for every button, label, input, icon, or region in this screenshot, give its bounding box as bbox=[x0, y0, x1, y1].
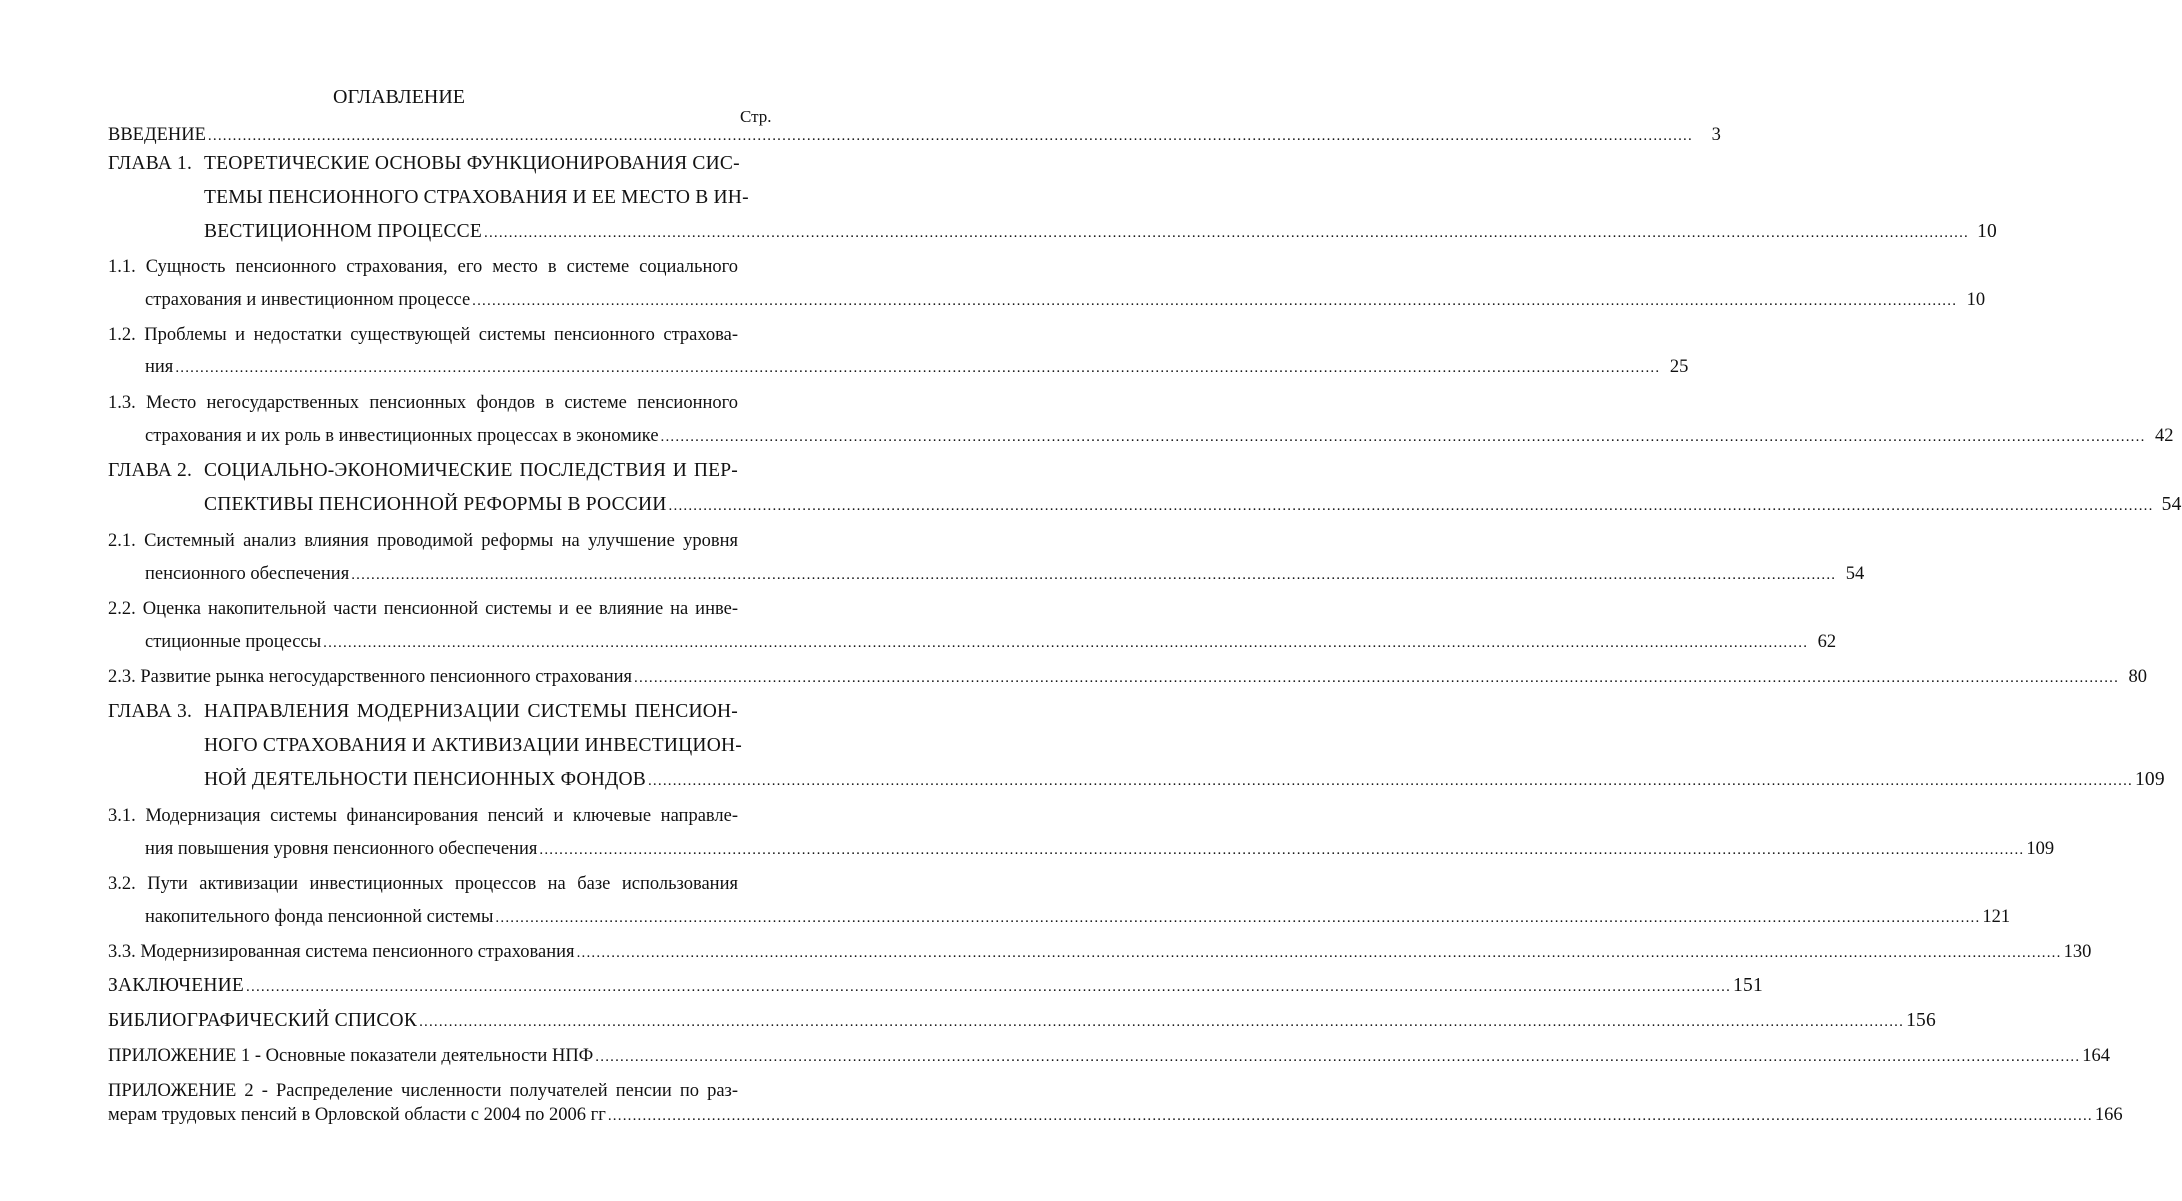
dot-leader: ............................................................................................................................................................................................................................................................................................................ bbox=[668, 498, 2154, 514]
chapter-title-line: СОЦИАЛЬНО-ЭКОНОМИЧЕСКИЕ ПОСЛЕДСТВИЯ И ПЕР- bbox=[204, 460, 738, 481]
toc-page-number: 121 bbox=[1982, 907, 2011, 927]
dot-leader: ............................................................................................................................................................................................................................................................................................................ bbox=[246, 979, 1732, 995]
toc-entry-text: ВЕСТИЦИОННОМ ПРОЦЕССЕ bbox=[204, 221, 482, 242]
dot-leader: ............................................................................................................................................................................................................................................................................................................ bbox=[207, 128, 1693, 144]
toc-entry-section-1-3[interactable] bbox=[145, 425, 2174, 448]
section-title-line: 3.2. Пути активизации инвестиционных процессов на базе использования bbox=[108, 874, 738, 894]
section-title-line: 1.1. Сущность пенсионного страхования, его место в системе социального bbox=[108, 257, 738, 277]
toc-entry-section-2-3[interactable] bbox=[108, 666, 2148, 689]
dot-leader: ............................................................................................................................................................................................................................................................................................................ bbox=[484, 225, 1969, 241]
toc-entry-text: ЗАКЛЮЧЕНИЕ bbox=[108, 975, 245, 996]
toc-page-number: 62 bbox=[1817, 632, 1837, 652]
toc-entry-text: пенсионного обеспечения bbox=[145, 564, 350, 584]
dot-leader: ............................................................................................................................................................................................................................................................................................................ bbox=[634, 670, 2120, 686]
toc-entry-chapter-3[interactable] bbox=[204, 769, 2165, 792]
toc-entry-text: мерам трудовых пенсий в Орловской области с 2004 по 2006 гг bbox=[108, 1105, 606, 1125]
toc-entry-text: ВВЕДЕНИЕ bbox=[108, 125, 206, 145]
dot-leader: ............................................................................................................................................................................................................................................................................................................ bbox=[419, 1014, 1905, 1030]
toc-page-number: 54 bbox=[2161, 494, 2182, 515]
toc-entry-section-2-2[interactable] bbox=[145, 631, 1837, 654]
toc-entry-section-3-1[interactable] bbox=[145, 838, 2055, 861]
chapter-label: ГЛАВА 1. bbox=[108, 153, 193, 174]
appendix-title-line: ПРИЛОЖЕНИЕ 2 - Распределение численности получателей пенсии по раз- bbox=[108, 1081, 738, 1101]
chapter-title-line: ТЕОРЕТИЧЕСКИЕ ОСНОВЫ ФУНКЦИОНИРОВАНИЯ СИС- bbox=[204, 153, 740, 174]
toc-entry-appendix-2[interactable] bbox=[108, 1104, 2123, 1127]
dot-leader: ............................................................................................................................................................................................................................................................................................................ bbox=[660, 429, 2146, 445]
section-title-line: 2.2. Оценка накопительной части пенсионной системы и ее влияние на инве- bbox=[108, 599, 738, 619]
toc-page-number: 25 bbox=[1669, 357, 1689, 377]
toc-entry-text: страхования и их роль в инвестиционных процессах в экономике bbox=[145, 426, 659, 446]
toc-entry-text: стиционные процессы bbox=[145, 632, 322, 652]
toc-entry-intro[interactable] bbox=[108, 124, 1721, 147]
dot-leader: ............................................................................................................................................................................................................................................................................................................ bbox=[539, 842, 2025, 858]
toc-entry-appendix-1[interactable] bbox=[108, 1045, 2111, 1068]
toc-entry-section-2-1[interactable] bbox=[145, 563, 1865, 586]
toc-page-number: 151 bbox=[1733, 975, 1763, 996]
dot-leader: ............................................................................................................................................................................................................................................................................................................ bbox=[576, 945, 2062, 961]
page-column-label: Стр. bbox=[740, 107, 772, 126]
toc-entry-text: накопительного фонда пенсионной системы bbox=[145, 907, 494, 927]
toc-entry-text: 2.3. Развитие рынка негосударственного пенсионного страхования bbox=[108, 667, 633, 687]
section-title-line: 1.2. Проблемы и недостатки существующей системы пенсионного страхова- bbox=[108, 325, 738, 345]
toc-entry-text: ния bbox=[145, 357, 174, 377]
chapter-title-line: ТЕМЫ ПЕНСИОННОГО СТРАХОВАНИЯ И ЕЕ МЕСТО В ИН- bbox=[204, 187, 749, 208]
toc-page-number: 109 bbox=[2026, 839, 2055, 859]
chapter-title-line: НОГО СТРАХОВАНИЯ И АКТИВИЗАЦИИ ИНВЕСТИЦИОН- bbox=[204, 735, 742, 756]
toc-entry-text: ПРИЛОЖЕНИЕ 1 - Основные показатели деятельности НПФ bbox=[108, 1046, 594, 1066]
toc-entry-text: ния повышения уровня пенсионного обеспечения bbox=[145, 839, 538, 859]
toc-page-number: 80 bbox=[2128, 667, 2148, 687]
toc-entry-text: 3.3. Модернизированная система пенсионного страхования bbox=[108, 942, 575, 962]
toc-page-number: 166 bbox=[2094, 1105, 2123, 1125]
chapter-label: ГЛАВА 3. bbox=[108, 701, 193, 722]
toc-entry-text: СПЕКТИВЫ ПЕНСИОННОЙ РЕФОРМЫ В РОССИИ bbox=[204, 494, 667, 515]
toc-entry-conclusion[interactable] bbox=[108, 975, 1763, 998]
toc-entry-chapter-2[interactable] bbox=[204, 494, 2182, 517]
toc-entry-section-3-3[interactable] bbox=[108, 941, 2092, 964]
toc-page-number: 156 bbox=[1906, 1010, 1936, 1031]
section-title-line: 2.1. Системный анализ влияния проводимой реформы на улучшение уровня bbox=[108, 531, 738, 551]
toc-page-number: 3 bbox=[1711, 125, 1721, 145]
dot-leader: ............................................................................................................................................................................................................................................................................................................ bbox=[495, 910, 1981, 926]
toc-page-number: 42 bbox=[2155, 426, 2174, 446]
dot-leader: ............................................................................................................................................................................................................................................................................................................ bbox=[472, 293, 1958, 309]
toc-entry-section-3-2[interactable] bbox=[145, 906, 2011, 929]
toc-page-number: 10 bbox=[1977, 221, 1997, 242]
dot-leader: ............................................................................................................................................................................................................................................................................................................ bbox=[351, 567, 1837, 583]
toc-page-number: 164 bbox=[2082, 1046, 2111, 1066]
dot-leader: ............................................................................................................................................................................................................................................................................................................ bbox=[647, 773, 2133, 789]
toc-entry-bibliography[interactable] bbox=[108, 1010, 1936, 1033]
toc-entry-text: БИБЛИОГРАФИЧЕСКИЙ СПИСОК bbox=[108, 1010, 418, 1031]
chapter-title-line: НАПРАВЛЕНИЯ МОДЕРНИЗАЦИИ СИСТЕМЫ ПЕНСИОН- bbox=[204, 701, 738, 722]
dot-leader: ............................................................................................................................................................................................................................................................................................................ bbox=[607, 1108, 2093, 1124]
toc-title: ОГЛАВЛЕНИЕ bbox=[333, 86, 465, 108]
toc-page-number: 109 bbox=[2134, 769, 2165, 790]
chapter-label: ГЛАВА 2. bbox=[108, 460, 193, 481]
dot-leader: ............................................................................................................................................................................................................................................................................................................ bbox=[175, 360, 1661, 376]
toc-entry-section-1-1[interactable] bbox=[145, 289, 1986, 312]
toc-page-number: 10 bbox=[1966, 290, 1986, 310]
toc-entry-chapter-1[interactable] bbox=[204, 221, 1997, 244]
toc-page-number: 54 bbox=[1845, 564, 1865, 584]
dot-leader: ............................................................................................................................................................................................................................................................................................................ bbox=[595, 1049, 2081, 1065]
toc-page-number: 130 bbox=[2063, 942, 2092, 962]
dot-leader: ............................................................................................................................................................................................................................................................................................................ bbox=[323, 635, 1809, 651]
section-title-line: 3.1. Модернизация системы финансирования пенсий и ключевые направле- bbox=[108, 806, 738, 826]
toc-entry-text: НОЙ ДЕЯТЕЛЬНОСТИ ПЕНСИОННЫХ ФОНДОВ bbox=[204, 769, 646, 790]
toc-entry-text: страхования и инвестиционном процессе bbox=[145, 290, 471, 310]
section-title-line: 1.3. Место негосударственных пенсионных фондов в системе пенсионного bbox=[108, 393, 738, 413]
toc-entry-section-1-2[interactable] bbox=[145, 356, 1689, 379]
